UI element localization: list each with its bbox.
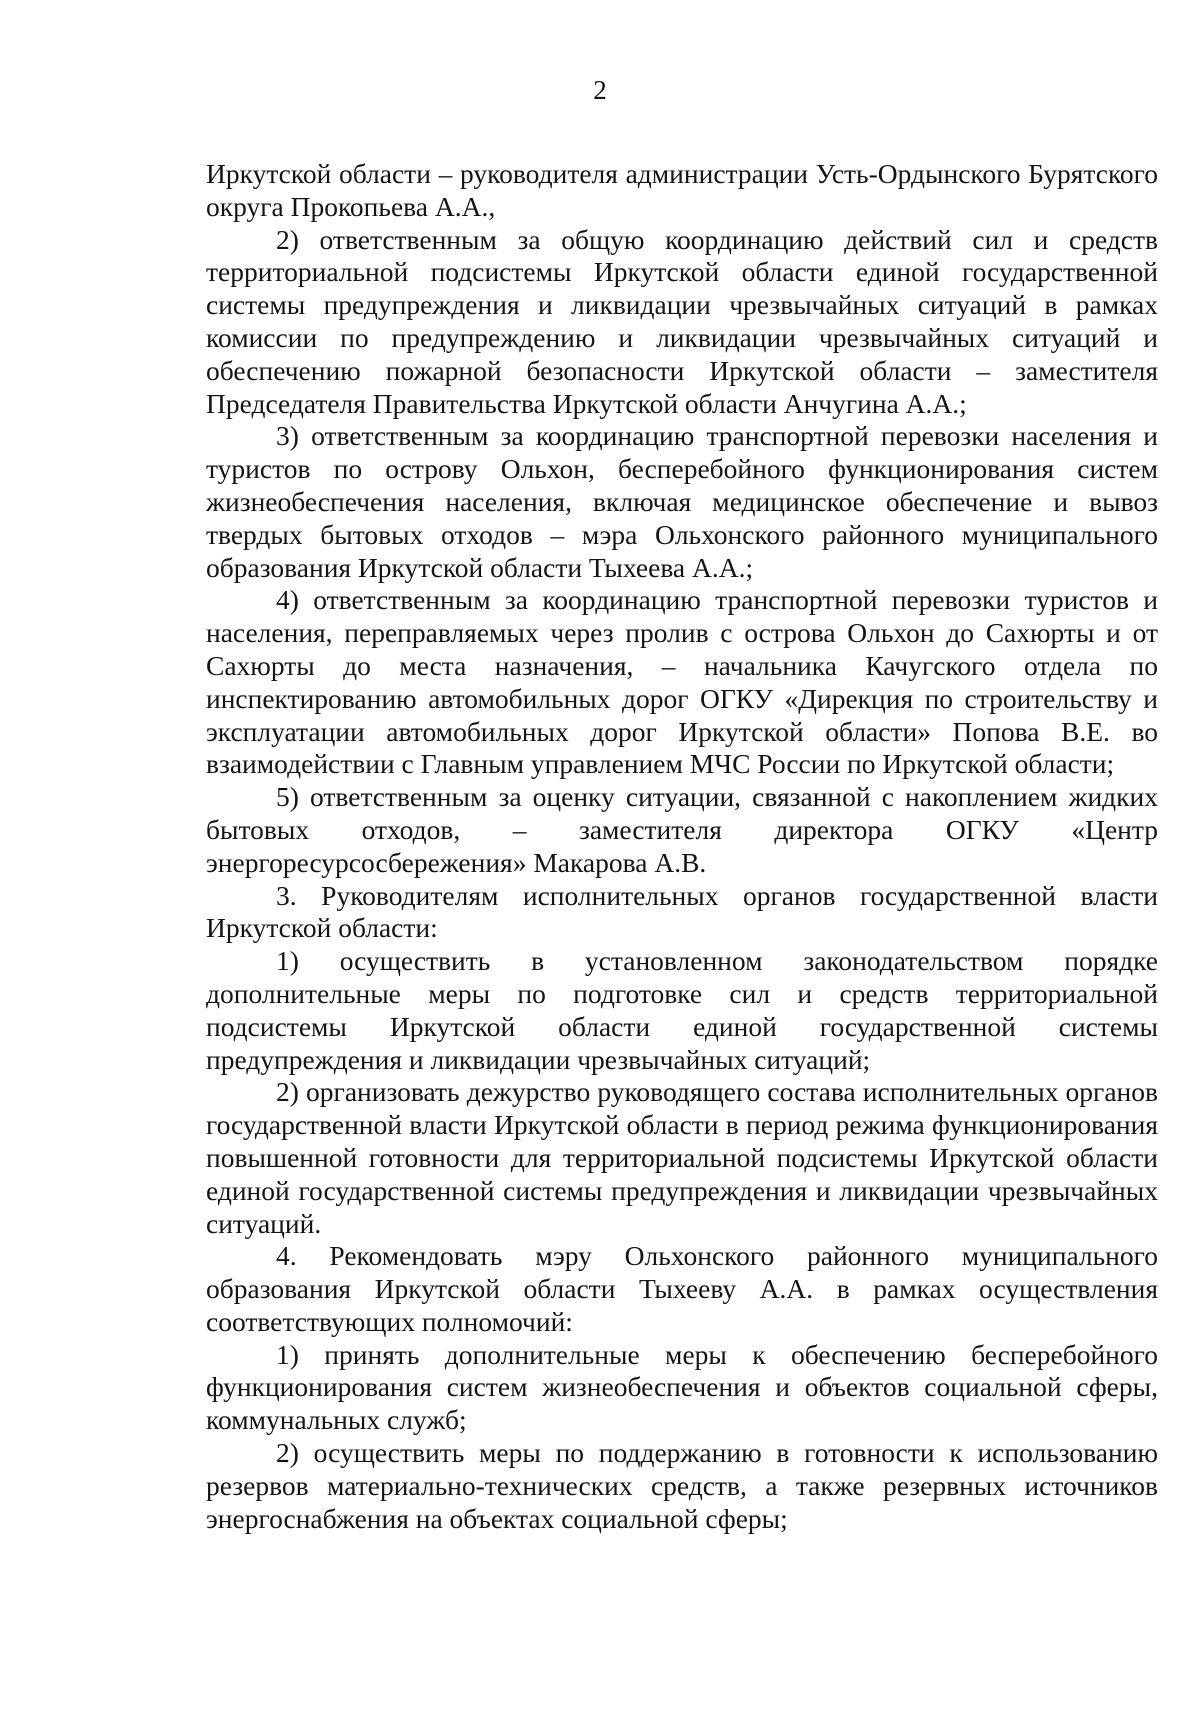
paragraph-10: 1) принять дополнительные меры к обеспечению бесперебойного функционирования систем жизнеобеспечения и объектов социальной сферы, коммунальных служб; <box>206 1338 1158 1436</box>
paragraph-9: 4. Рекомендовать мэру Ольхонского районного муниципального образования Иркутской области Тыхееву А.А. в рамках осуществления соответствующих полномочий: <box>206 1240 1158 1337</box>
paragraph-11: 2) осуществить меры по поддержанию в готовности к использованию резервов материально-технических средств, а также резервных источников энергоснабжения на объектах социальной сферы; <box>206 1437 1158 1534</box>
paragraph-8: 2) организовать дежурство руководящего состава исполнительных органов государственной власти Иркутской области в период режима функционирования повышенной готовности для территориальной подсистемы Иркутской области единой государственной системы предупреждения и ликвидации чрезвычайных ситуаций. <box>206 1076 1158 1239</box>
paragraph-2: 2) ответственным за общую координацию действий сил и средств территориальной подсистемы Иркутской области единой государственной системы предупреждения и ликвидации чрезвычайных ситуаций в рамках комиссии по предупреждению и ликвидации чрезвычайных ситуаций и обеспечению пожарной безопасности Иркутской области – заместителя Председателя Правительства Иркутской области Анчугина А.А.; <box>206 223 1158 419</box>
document-body <box>206 158 1158 1535</box>
paragraph-5: 5) ответственным за оценку ситуации, связанной с накоплением жидких бытовых отходов, – заместителя директора ОГКУ «Центр энергоресурсосбережения» Макарова А.В. <box>206 781 1158 878</box>
page-number: 2 <box>593 75 607 105</box>
paragraph-7: 1) осуществить в установленном законодательством порядке дополнительные меры по подготовке сил и средств территориальной подсистемы Иркутской области единой государственной системы предупреждения и ликвидации чрезвычайных ситуаций; <box>206 945 1158 1075</box>
paragraph-1: Иркутской области – руководителя администрации Усть-Ордынского Бурятского округа Прокопьева А.А., <box>206 158 1158 222</box>
paragraph-3: 3) ответственным за координацию транспортной перевозки населения и туристов по острову Ольхон, бесперебойного функционирования систем жизнеобеспечения населения, включая медицинское обеспечение и вывоз твердых бытовых отходов – мэра Ольхонского районного муниципального образования Иркутской области Тыхеева А.А.; <box>206 420 1158 583</box>
paragraph-4: 4) ответственным за координацию транспортной перевозки туристов и населения, переправляемых через пролив с острова Ольхон до Сахюрты и от Сахюрты до места назначения, – начальника Качугского отдела по инспектированию автомобильных дорог ОГКУ «Дирекция по строительству и эксплуатации автомобильных дорог Иркутской области» Попова В.Е. во взаимодействии с Главным управлением МЧС России по Иркутской области; <box>206 584 1158 780</box>
paragraph-6: 3. Руководителям исполнительных органов государственной власти Иркутской области: <box>206 879 1158 944</box>
